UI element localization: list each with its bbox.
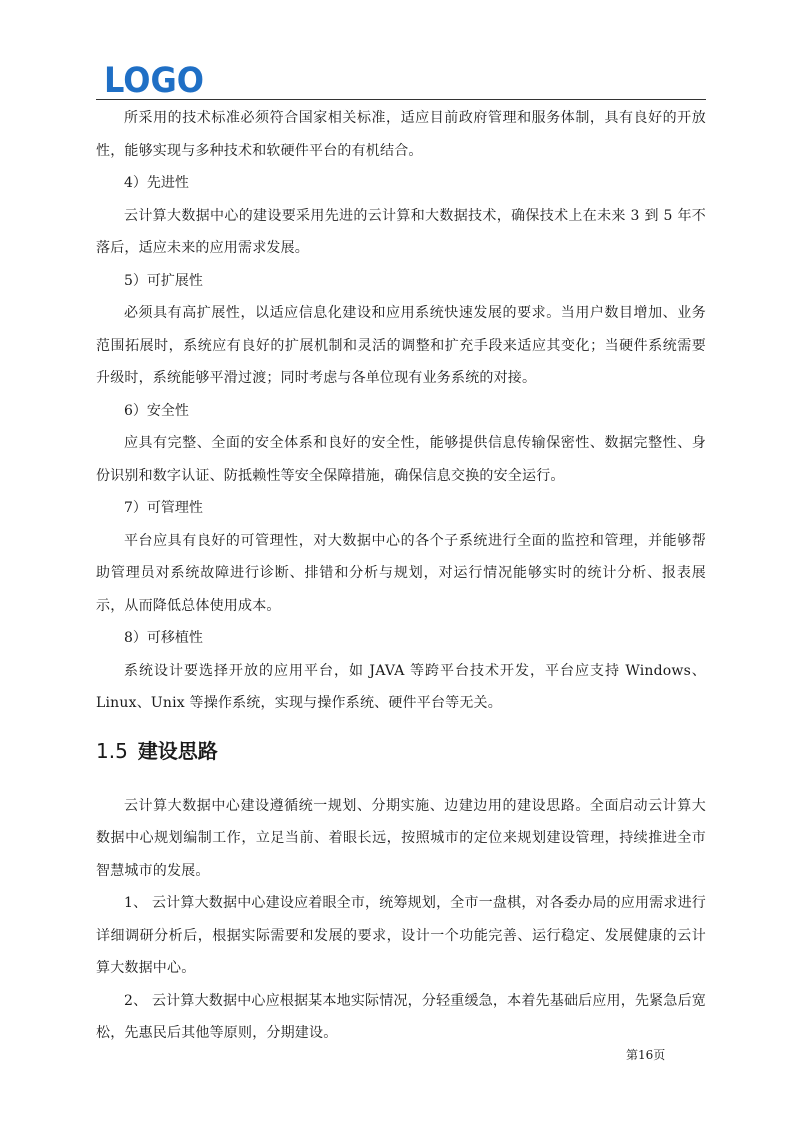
section-paragraph-1: 1、 云计算大数据中心建设应着眼全市，统筹规划，全市一盘棋，对各委办局的应用需求进行详细调研分析后，根据实际需要和发展的要求，设计一个功能完善、运行稳定、发展健康的云计算大数据中心。: [96, 895, 706, 976]
paragraph-5: 必须具有高扩展性，以适应信息化建设和应用系统快速发展的要求。当用户数目增加、业务范围拓展时，系统应有良好的扩展机制和灵活的调整和扩充手段来适应其变化；当硬件系统需要升级时，系统能够平滑过渡；同时考虑与各单位现有业务系统的对接。: [96, 305, 706, 386]
logo: [104, 62, 206, 96]
page-number: 第16页: [626, 1048, 666, 1062]
item-title-4: 4）先进性: [124, 175, 189, 191]
paragraph-intro: 所采用的技术标准必须符合国家相关标准，适应目前政府管理和服务体制，具有良好的开放性，能够实现与多种技术和软硬件平台的有机结合。: [96, 110, 706, 159]
paragraph-8: 系统设计要选择开放的应用平台，如 JAVA 等跨平台技术开发，平台应支持 Windows、Linux、Unix 等操作系统，实现与操作系统、硬件平台等无关。: [96, 662, 706, 711]
paragraph-7: 平台应具有良好的可管理性，对大数据中心的各个子系统进行全面的监控和管理，并能够帮助管理员对系统故障进行诊断、排错和分析与规划，对运行情况能够实时的统计分析、报表展示，从而降低总体使用成本。: [96, 532, 706, 614]
item-title-5: 5）可扩展性: [124, 272, 203, 289]
paragraph-4: 云计算大数据中心的建设要采用先进的云计算和大数据技术，确保技术上在未来 3 到 5 年不落后，适应未来的应用需求发展。: [96, 207, 706, 256]
logo-text: LOGO: [104, 62, 204, 96]
item-title-8: 8）可移植性: [124, 630, 203, 646]
section-number: 1.5: [96, 738, 128, 763]
item-title-7: 7）可管理性: [124, 500, 203, 516]
section-paragraph-2: 2、 云计算大数据中心应根据某本地实际情况，分轻重缓急，本着先基础后应用，先紧急后宽松，先惠民后其他等原则，分期建设。: [96, 992, 706, 1041]
paragraph-6: 应具有完整、全面的安全体系和良好的安全性，能够提供信息传输保密性、数据完整性、身份识别和数字认证、防抵赖性等安全保障措施，确保信息交换的安全运行。: [96, 435, 706, 484]
item-title-6: 6）安全性: [124, 402, 189, 419]
header-rule: [96, 99, 706, 100]
section-heading: [96, 731, 706, 771]
section-paragraph-intro: 云计算大数据中心建设遵循统一规划、分期实施、边建边用的建设思路。全面启动云计算大数据中心规划编制工作，立足当前、着眼长远，按照城市的定位来规划建设管理，持续推进全市智慧城市的发展。: [96, 797, 706, 879]
logo-mark: [104, 62, 206, 96]
document-body: [96, 102, 706, 1050]
section-title: 建设思路: [137, 738, 218, 763]
